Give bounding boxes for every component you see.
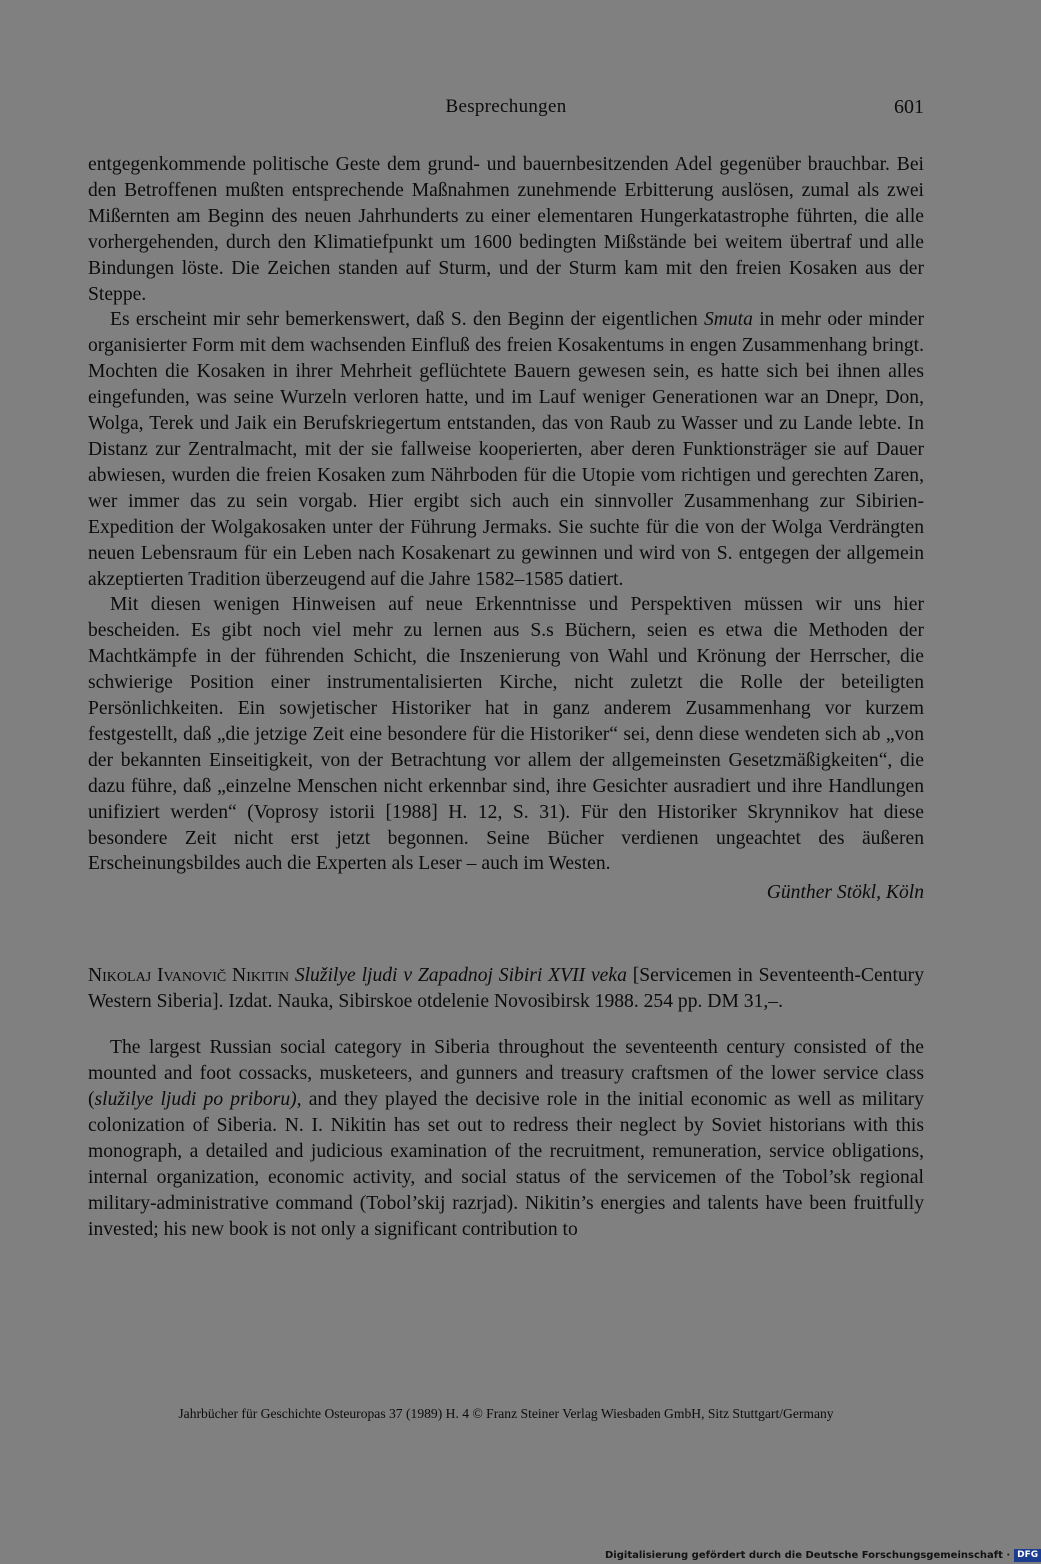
- book-author: Nikolaj Ivanovič Nikitin: [88, 965, 289, 987]
- italic-term: Smuta: [703, 309, 753, 331]
- book-title: Služilye ljudi v Zapadnoj Sibiri XVII veka: [294, 965, 627, 987]
- paragraph-smuta: [88, 307, 924, 592]
- dfg-bar: [605, 1548, 1041, 1562]
- paragraph-text: in mehr oder minder organisierter Form mit dem wachsenden Einfluß des freien Kosakentums in engen Zusammenhang bringt. Mochten die Kosaken in ihrer Mehrheit geflüchtete Bauern gewesen sein, es hatte sich bei ihnen alles eingefunden, was seine Wurzeln verloren hatte, und im Lauf weniger Generationen war an Dnepr, Don, Wolga, Terek und Jaik ein Berufskriegertum entstanden, das von Raub zu Wasser und zu Lande lebte. In Distanz zur Zentralmacht, mit der sie fallweise kooperierten, aber deren Funktionsträger sie auf Dauer abwiesen, wurden die freien Kosaken zum Nährboden für die Utopie vom richtigen und gerechten Zaren, wer immer das zu sein vorgab. Hier ergibt sich auch ein sinnvoller Zusammenhang zur Sibirien-Expedition der Wolgakosaken unter der Führung Jermaks. Sie suchte für die von der Wolga Verdrängten neuen Lebensraum für ein Leben nach Kosakenart zu gewinnen und wird von S. entgegen der allgemein akzeptierten Tradition überzeugend auf die Jahre 1582–1585 datiert.: [88, 309, 924, 590]
- paragraph-text: and they played the decisive role in the initial economic as well as military colonization of Siberia. N. I. Nikitin has set out to redress their neglect by Soviet historians with this monograph, a detailed and judicious examination of the recruitment, remuneration, service obligations, internal organization, economic activity, and social status of the servicemen of the Tobol’sk regional military-administrative command (Tobol’skij razrjad). Nikitin’s energies and talents have been fruitfully invested; his new book is not only a significant contribution to: [88, 1089, 924, 1240]
- page-number: 601: [894, 96, 924, 118]
- reviewer-signature: Günther Stökl, Köln: [766, 882, 924, 904]
- paragraph-continuation: entgegenkommende politische Geste dem grund- und bauernbesitzenden Adel gegenüber brauchbar. Bei den Betroffenen mußten entsprechende Maßnahmen zunehmende Erbitterung auslösen, zumal als zwei Mißernten am Beginn des neuen Jahrhunderts zu einer elementaren Hungerkatastrophe führten, die alle vorhergehenden, durch den Klimatiefpunkt um 1600 bedingten Mißstände bei weitem übertraf und alle Bindungen löste. Die Zeichen standen auf Sturm, und der Sturm kam mit den freien Kosaken aus der Steppe.: [88, 154, 924, 305]
- italic-term: služilye ljudi po priboru),: [94, 1089, 302, 1110]
- running-head: Besprechungen: [445, 96, 567, 117]
- book-details: [Servicemen in Seventeenth-Century Western Siberia]. Izdat. Nauka, Sibirskoe otdelenie Novosibirsk 1988. 254 pp. DM 31,–.: [88, 965, 925, 1013]
- paragraph-conclusion: Mit diesen wenigen Hinweisen auf neue Erkenntnisse und Perspektiven müssen wir uns hier bescheiden. Es gibt noch viel mehr zu lernen aus S.s Büchern, seien es etwa die Methoden der Machtkämpfe in der führenden Schicht, die Inszenierung von Wahl und Krönung der Herrscher, die schwierige Position einer instrumentalisierten Kirche, nicht zuletzt die Rolle der beteiligten Persönlichkeiten. Ein sowjetischer Historiker hat in ganz anderem Zusammenhang vor kurzem festgestellt, daß „die jetzige Zeit eine besondere für die Historiker“ sei, denn diese wendeten sich ab „von der bekannten Einseitigkeit, von der Betrachtung vor allem der allgemeinsten Gesetzmäßigkeiten“, die dazu führe, daß „einzelne Menschen nicht erkennbar sind, ihre Gesichter ausradiert und ihre Handlungen unifiziert werden“ (Voprosy istorii [1988] H. 12, S. 31). Für den Historiker Skrynnikov hat diese besondere Zeit nicht erst jetzt begonnen. Seine Bücher verdienen ungeachtet des äußeren Erscheinungsbildes auch die Experten als Leser – auch im Westen.: [88, 594, 924, 875]
- journal-footer: Jahrbücher für Geschichte Osteuropas 37 (1989) H. 4 © Franz Steiner Verlag Wiesbaden GmbH, Sitz Stuttgart/Germany: [178, 1406, 834, 1421]
- dfg-notice: Digitalisierung gefördert durch die Deutsche Forschungsgemeinschaft ·: [605, 1549, 1011, 1561]
- page-header: [88, 96, 924, 126]
- paragraph-text: The largest Russian social category in Siberia throughout the seventeenth century consisted of the mounted and foot cossacks, musketeers, and gunners and treasury craftsmen of the lower service class (: [88, 1037, 924, 1110]
- paragraph-text: Es erscheint mir sehr bemerkenswert, daß S. den Beginn der eigentlichen: [110, 309, 704, 331]
- review-paragraph: [88, 1035, 924, 1242]
- dfg-logo-icon: DFG: [1014, 1549, 1041, 1562]
- review-citation: [88, 963, 924, 1015]
- body-text: [88, 152, 924, 1242]
